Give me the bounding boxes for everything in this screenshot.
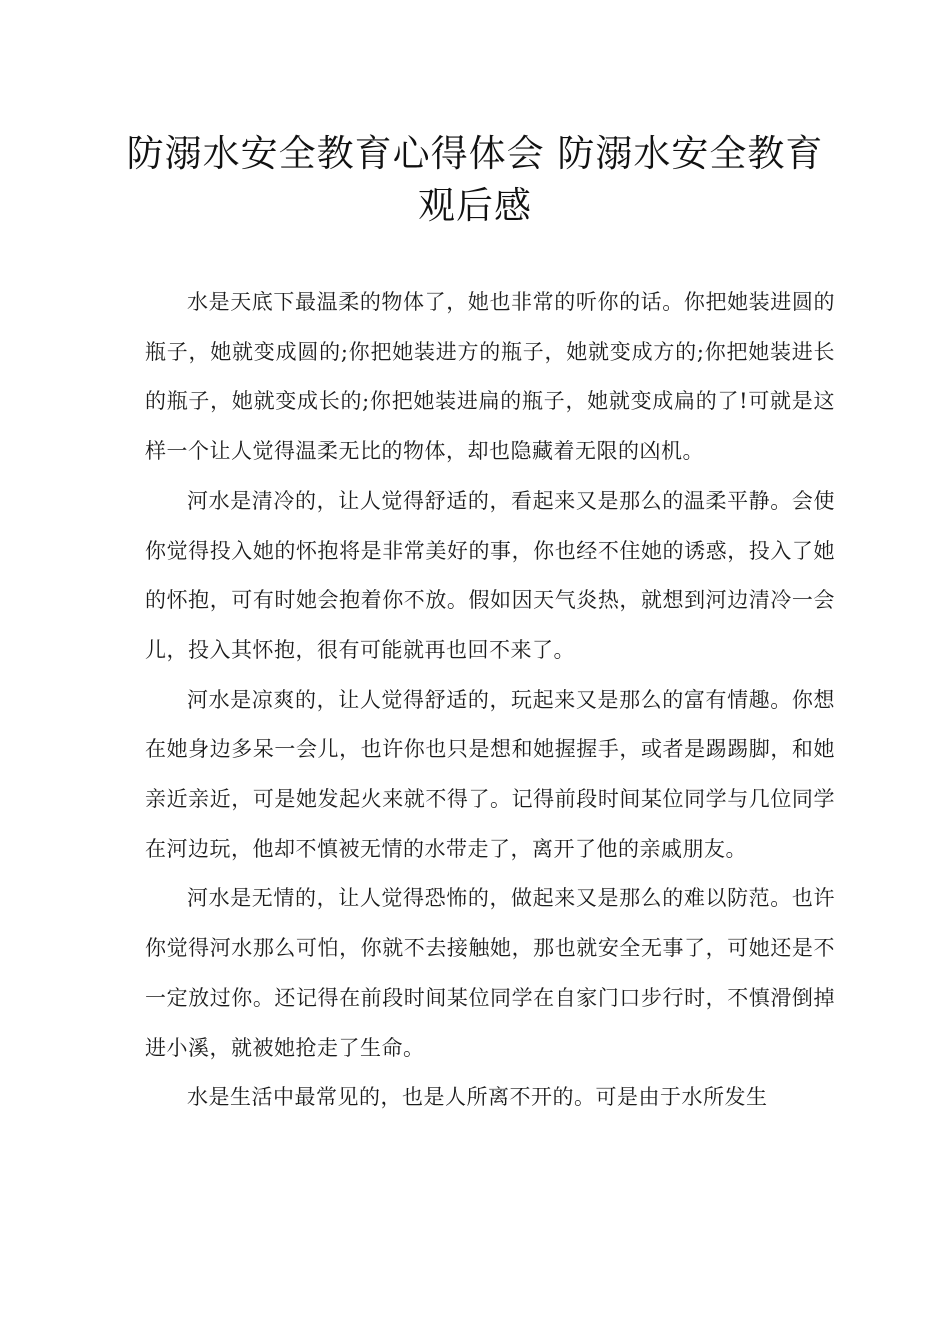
paragraph: 河水是无情的，让人觉得恐怖的，做起来又是那么的难以防范。也许你觉得河水那么可怕，你就不去接触她，那也就安全无事了，可她还是不一定放过你。还记得在前段时间某位同学在自家门口步行时，不慎滑倒掉进小溪，就被她抢走了生命。	[145, 886, 835, 1060]
paragraph: 水是天底下最温柔的物体了，她也非常的听你的话。你把她装进圆的瓶子，她就变成圆的;你把她装进方的瓶子，她就变成方的;你把她装进长的瓶子，她就变成长的;你把她装进扁的瓶子，她就变成扁的了!可就是这样一个让人觉得温柔无比的物体，却也隐藏着无限的凶机。	[145, 290, 835, 464]
paragraph: 水是生活中最常见的，也是人所离不开的。可是由于水所发生	[187, 1085, 768, 1110]
paragraph: 河水是凉爽的，让人觉得舒适的，玩起来又是那么的富有情趣。你想在她身边多呆一会儿，也许你也只是想和她握握手，或者是踢踢脚，和她亲近亲近，可是她发起火来就不得了。记得前段时间某位同学与几位同学在河边玩，他却不慎被无情的水带走了，离开了他的亲戚朋友。	[145, 687, 835, 861]
document-title: 防溺水安全教育心得体会 防溺水安全教育观后感	[126, 132, 824, 227]
document-body	[145, 278, 835, 1123]
paragraph: 河水是清冷的，让人觉得舒适的，看起来又是那么的温柔平静。会使你觉得投入她的怀抱将是非常美好的事，你也经不住她的诱惑，投入了她的怀抱，可有时她会抱着你不放。假如因天气炎热，就想到河边清冷一会儿，投入其怀抱，很有可能就再也回不来了。	[145, 488, 835, 662]
